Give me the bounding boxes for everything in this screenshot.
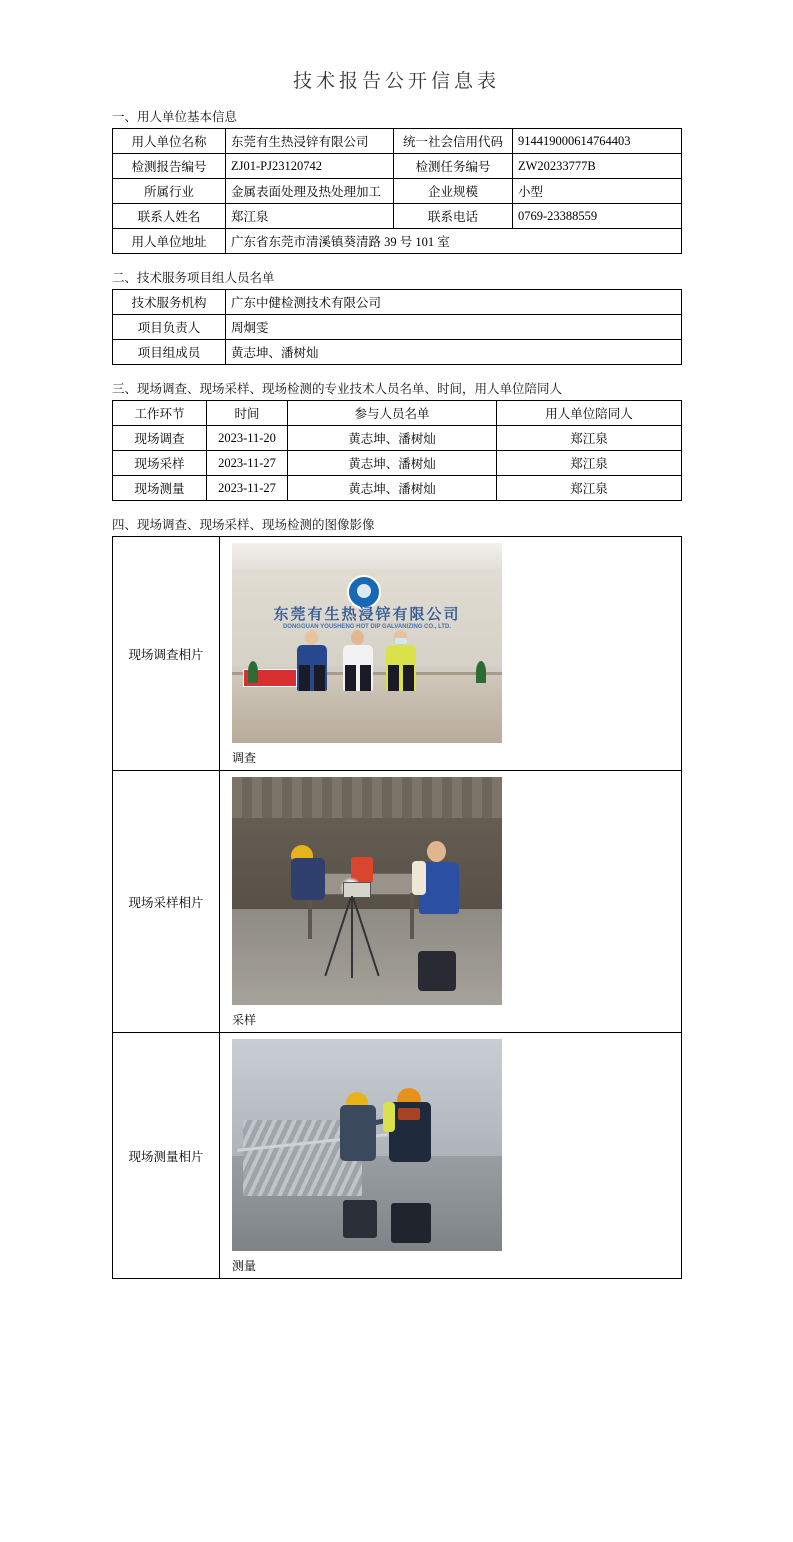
worker-figure	[340, 1092, 376, 1161]
value-industry: 金属表面处理及热处理加工	[226, 179, 394, 204]
table-row	[113, 340, 682, 365]
value-company-size: 小型	[513, 179, 682, 204]
value-service-org: 广东中健检测技术有限公司	[226, 290, 682, 315]
ceiling-shape	[232, 543, 502, 569]
label-company-name: 用人单位名称	[113, 129, 226, 154]
table-row	[113, 204, 682, 229]
bench-leg	[410, 893, 414, 939]
value-report-no: ZJ01-PJ23120742	[226, 154, 394, 179]
cell-participants: 黄志坤、潘树灿	[288, 451, 497, 476]
photo-image-measurement	[232, 1039, 502, 1251]
table-header-row	[113, 401, 682, 426]
technician-body	[389, 1102, 431, 1162]
technician-legs	[418, 951, 456, 991]
label-address: 用人单位地址	[113, 229, 226, 254]
welder-figure	[291, 845, 325, 900]
cell-participants: 黄志坤、潘树灿	[288, 426, 497, 451]
table-row	[113, 179, 682, 204]
person-head	[394, 630, 407, 645]
photo-image-sampling	[232, 777, 502, 1005]
technician-figure	[389, 1088, 431, 1162]
header-participants: 参与人员名单	[288, 401, 497, 426]
label-contact-name: 联系人姓名	[113, 204, 226, 229]
table-row	[113, 129, 682, 154]
label-credit-code: 统一社会信用代码	[394, 129, 513, 154]
header-accompanying-person: 用人单位陪同人	[497, 401, 682, 426]
cell-accompanying-person: 郑江泉	[497, 451, 682, 476]
technician-head	[427, 841, 446, 862]
onsite-table	[112, 400, 682, 501]
label-task-no: 检测任务编号	[394, 154, 513, 179]
caption-survey: 调查	[232, 751, 257, 765]
section-heading-onsite: 三、现场调查、现场采样、现场检测的专业技术人员名单、时间，用人单位陪同人	[112, 382, 563, 396]
label-project-members: 项目组成员	[113, 340, 226, 365]
section-heading-team: 二、技术服务项目组人员名单	[112, 271, 275, 285]
company-signage-cn: 东莞有生热浸锌有限公司	[273, 606, 461, 623]
cell-work-stage: 现场测量	[113, 476, 207, 501]
team-table	[112, 289, 682, 365]
plant-shape	[248, 661, 258, 683]
cell-date: 2023-11-20	[207, 426, 288, 451]
safety-helmet-icon	[397, 1088, 421, 1102]
cell-work-stage: 现场采样	[113, 451, 207, 476]
roof-shape	[232, 777, 502, 818]
photo-cell-measurement	[220, 1033, 682, 1279]
person-figure	[343, 630, 373, 691]
person-figure	[297, 630, 327, 691]
caption-measurement: 测量	[232, 1259, 257, 1273]
person-legs	[297, 665, 327, 691]
value-contact-name: 郑江泉	[226, 204, 394, 229]
safety-helmet-icon	[346, 1092, 368, 1105]
label-company-size: 企业规模	[394, 179, 513, 204]
person-head	[305, 630, 318, 645]
photo-image-survey	[232, 543, 502, 743]
worker-legs	[343, 1200, 377, 1238]
label-service-org: 技术服务机构	[113, 290, 226, 315]
value-project-leader: 周炯雯	[226, 315, 682, 340]
table-row	[113, 315, 682, 340]
photo-wrap-measurement	[232, 1039, 502, 1274]
value-contact-phone: 0769-23388559	[513, 204, 682, 229]
tripod-stand	[351, 896, 353, 978]
person-figure	[386, 630, 416, 691]
welder-body	[291, 858, 325, 900]
basic-info-table	[112, 128, 682, 254]
photo-wrap-survey	[232, 543, 502, 766]
label-contact-phone: 联系电话	[394, 204, 513, 229]
table-row	[113, 476, 682, 501]
section-heading-photos: 四、现场调查、现场采样、现场检测的图像影像	[112, 518, 375, 532]
label-project-leader: 项目负责人	[113, 315, 226, 340]
photo-row-measurement	[113, 1033, 682, 1279]
table-row	[113, 426, 682, 451]
cell-work-stage: 现场调查	[113, 426, 207, 451]
label-report-no: 检测报告编号	[113, 154, 226, 179]
document-page	[0, 66, 793, 1542]
value-task-no: ZW20233777B	[513, 154, 682, 179]
photos-table	[112, 536, 682, 1279]
label-survey-photo: 现场调查相片	[113, 537, 220, 771]
person-head	[351, 630, 364, 645]
person-legs	[343, 665, 373, 691]
table-row	[113, 451, 682, 476]
worker-body	[340, 1105, 376, 1161]
floor-shape	[232, 909, 502, 1005]
table-row	[113, 290, 682, 315]
cell-participants: 黄志坤、潘树灿	[288, 476, 497, 501]
header-date: 时间	[207, 401, 288, 426]
technician-legs	[391, 1203, 431, 1243]
label-measurement-photo: 现场测量相片	[113, 1033, 220, 1279]
photo-cell-sampling	[220, 771, 682, 1033]
cell-date: 2023-11-27	[207, 476, 288, 501]
photo-wrap-sampling	[232, 777, 502, 1028]
company-signage-en: DONGGUAN YOUSHENG HOT DIP GALVANIZING CO., LTD.	[282, 624, 452, 630]
value-company-name: 东莞有生热浸锌有限公司	[226, 129, 394, 154]
header-work-stage: 工作环节	[113, 401, 207, 426]
caption-sampling: 采样	[232, 1013, 257, 1027]
photo-row-survey	[113, 537, 682, 771]
section-heading-basic-info: 一、用人单位基本信息	[112, 110, 238, 124]
technician-sleeve	[412, 861, 426, 895]
table-row	[113, 154, 682, 179]
photo-row-sampling	[113, 771, 682, 1033]
photo-cell-survey	[220, 537, 682, 771]
value-credit-code: 914419000614764403	[513, 129, 682, 154]
value-address: 广东省东莞市清溪镇葵清路 39 号 101 室	[226, 229, 682, 254]
cell-date: 2023-11-27	[207, 451, 288, 476]
cell-accompanying-person: 郑江泉	[497, 476, 682, 501]
technician-figure	[419, 841, 459, 914]
person-legs	[386, 665, 416, 691]
plant-shape	[476, 661, 486, 683]
technician-sleeve	[383, 1102, 395, 1132]
sampling-instrument	[343, 882, 371, 898]
label-sampling-photo: 现场采样相片	[113, 771, 220, 1033]
label-industry: 所属行业	[113, 179, 226, 204]
company-signage-text	[232, 603, 502, 630]
value-project-members: 黄志坤、潘树灿	[226, 340, 682, 365]
table-row	[113, 229, 682, 254]
page-title: 技术报告公开信息表	[292, 71, 500, 92]
cell-accompanying-person: 郑江泉	[497, 426, 682, 451]
